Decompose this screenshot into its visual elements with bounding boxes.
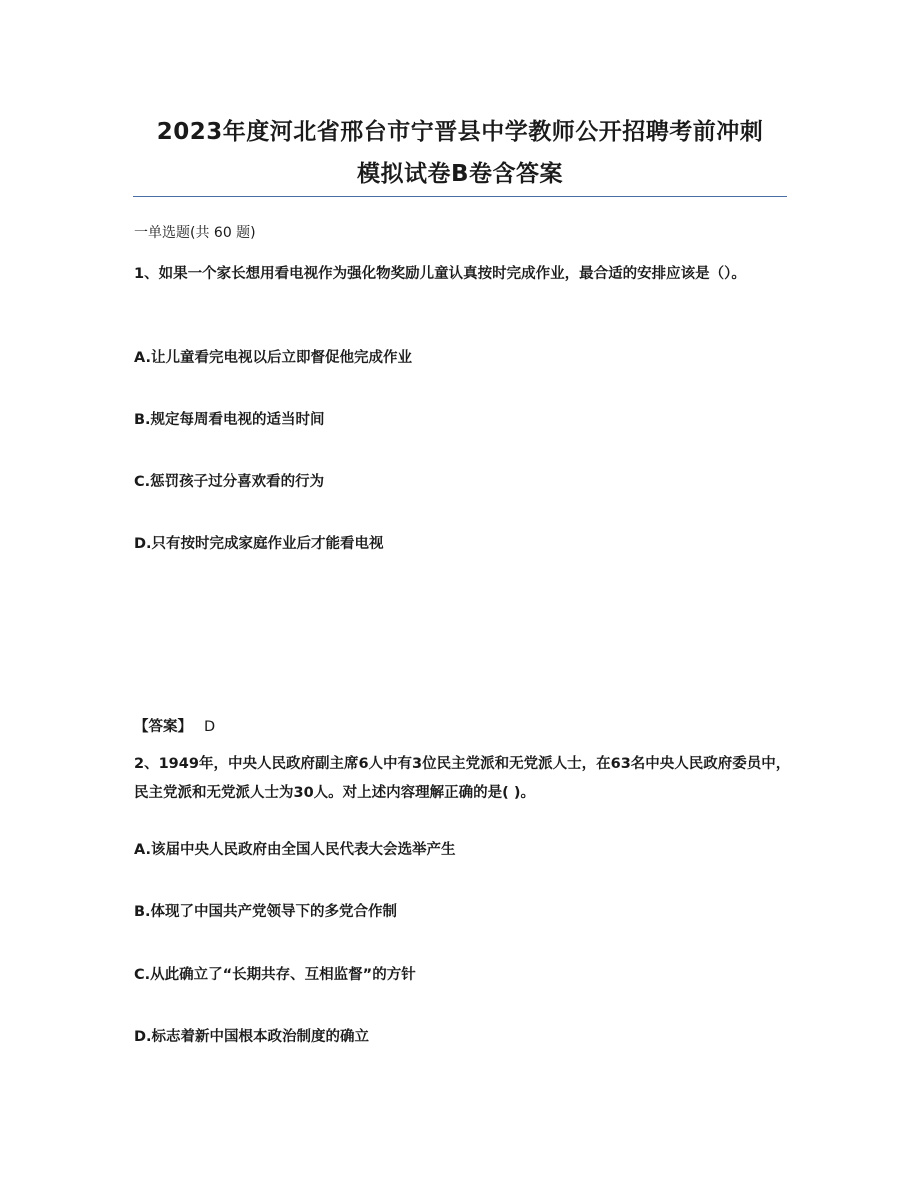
answer-value: D <box>204 719 216 735</box>
question-2-text: 2、1949年，中央人民政府副主席6人中有3位民主党派和无党派人士，在63名中央人民政府委员中，民主党派和无党派人士为30人。对上述内容理解正确的是( )。 <box>134 756 791 801</box>
question-1-answer <box>134 716 215 738</box>
question-1-text: 1、如果一个家长想用看电视作为强化物奖励儿童认真按时完成作业，最合适的安排应该是（）。 <box>134 266 746 282</box>
document-title-line-2: 模拟试卷B卷含答案 <box>356 161 564 187</box>
question-1-option-c: C.惩罚孩子过分喜欢看的行为 <box>134 474 325 490</box>
answer-label: 【答案】 <box>134 719 192 735</box>
question-1-option-a: A.让儿童看完电视以后立即督促他完成作业 <box>134 350 412 366</box>
question-1-option-b: B.规定每周看电视的适当时间 <box>134 412 325 428</box>
document-title-line-1: 2023年度河北省邢台市宁晋县中学教师公开招聘考前冲刺 <box>156 119 764 145</box>
question-2-option-b: B.体现了中国共产党领导下的多党合作制 <box>134 904 398 920</box>
title-divider <box>133 196 787 197</box>
question-2-option-c: C.从此确立了“长期共存、互相监督”的方针 <box>134 967 416 983</box>
question-2-option-d: D.标志着新中国根本政治制度的确立 <box>134 1029 370 1045</box>
question-2-option-a: A.该届中央人民政府由全国人民代表大会选举产生 <box>134 842 456 858</box>
section-label: 一单选题(共 60 题) <box>134 225 256 241</box>
question-1-option-d: D.只有按时完成家庭作业后才能看电视 <box>134 536 384 552</box>
